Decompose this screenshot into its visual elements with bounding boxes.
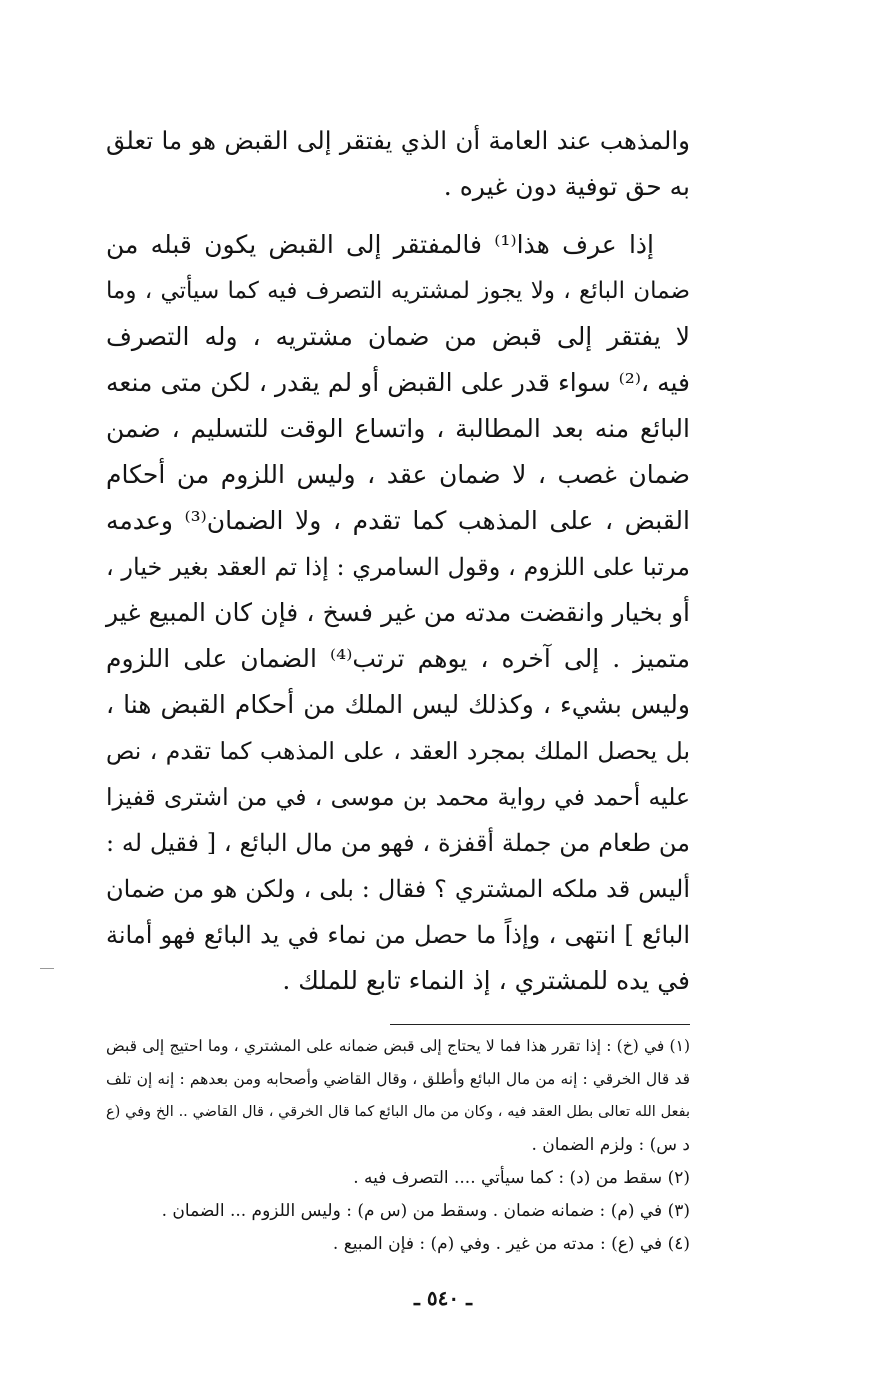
paragraph-gap bbox=[106, 210, 690, 222]
text-line: عليه أحمد في رواية محمد بن موسى ، في من اشترى قفيزا bbox=[106, 783, 690, 811]
text-line: أو بخيار وانقضت مدته من غير فسخ ، فإن كان المبيع غير bbox=[106, 598, 690, 627]
text-line: فيه ،⁽²⁾ سواء قدر على القبض أو لم يقدر ، لكن متى منعه bbox=[106, 368, 690, 397]
text-line: إذا عرف هذا⁽¹⁾ فالمفتقر إلى القبض يكون قبله من bbox=[106, 230, 655, 259]
footnote-line: (١) في (خ) : إذا تقرر هذا فما لا يحتاج إلى قبض ضمانه على المشتري ، وما احتيج إلى قبض bbox=[106, 1037, 690, 1055]
main-text-block bbox=[106, 118, 690, 1004]
footnote-line: د س) : ولزم الضمان . bbox=[531, 1135, 690, 1155]
footnote-line: (٣) في (م) : ضمانه ضمان . وسقط من (س م) : وليس اللزوم ... الضمان . bbox=[161, 1201, 690, 1221]
text-line: في يده للمشتري ، إذ النماء تابع للملك . bbox=[282, 966, 690, 995]
text-line: ضمان غصب ، لا ضمان عقد ، وليس اللزوم من أحكام bbox=[106, 460, 690, 489]
footnotes-block bbox=[106, 1030, 690, 1261]
text-line: ضمان البائع ، ولا يجوز لمشتريه التصرف فيه كما سيأتي ، وما bbox=[106, 278, 690, 304]
footnote-line: (٢) سقط من (د) : كما سيأتي .... التصرف فيه . bbox=[353, 1168, 690, 1188]
text-line: لا يفتقر إلى قبض من ضمان مشتريه ، وله التصرف bbox=[106, 322, 690, 351]
text-line: من طعام من جملة أقفزة ، فهو من مال البائع ، [ فقيل له : bbox=[106, 829, 690, 857]
text-line: وليس بشيء ، وكذلك ليس الملك من أحكام القبض هنا ، bbox=[106, 690, 690, 719]
footnote-line: قد قال الخرقي : إنه من مال البائع وأطلق ، وقال القاضي وأصحابه ومن بعدهم : إنه إن تلف bbox=[106, 1070, 690, 1088]
text-line: متميز . إلى آخره ، يوهم ترتب⁽⁴⁾ الضمان على اللزوم bbox=[106, 644, 690, 673]
page-number: ـ ٥٤٠ ـ bbox=[414, 1286, 472, 1310]
text-line: مرتبا على اللزوم ، وقول السامري : إذا تم العقد بغير خيار ، bbox=[106, 553, 690, 581]
text-line: بل يحصل الملك بمجرد العقد ، على المذهب كما تقدم ، نص bbox=[106, 737, 690, 765]
footnote-separator bbox=[390, 1024, 690, 1025]
text-line: القبض ، على المذهب كما تقدم ، ولا الضمان⁽³⁾ وعدمه bbox=[106, 506, 690, 535]
footnote-line: (٤) في (ع) : مدته من غير . وفي (م) : فإن المبيع . bbox=[332, 1234, 690, 1254]
margin-mark bbox=[40, 968, 54, 969]
text-line: به حق توفية دون غيره . bbox=[443, 172, 690, 201]
text-line: أليس قد ملكه المشتري ؟ فقال : بلى ، ولكن هو من ضمان bbox=[106, 875, 690, 903]
footnote-line: بفعل الله تعالى بطل العقد فيه ، وكان من مال البائع كما قال الخرقي ، قال القاضي .. الخ وفي (ع bbox=[106, 1104, 690, 1120]
text-line: البائع ] انتهى ، وإذاً ما حصل من نماء في يد البائع فهو أمانة bbox=[106, 921, 690, 949]
text-line: البائع منه بعد المطالبة ، واتساع الوقت للتسليم ، ضمن bbox=[106, 414, 690, 443]
text-line: والمذهب عند العامة أن الذي يفتقر إلى القبض هو ما تعلق bbox=[106, 126, 690, 155]
